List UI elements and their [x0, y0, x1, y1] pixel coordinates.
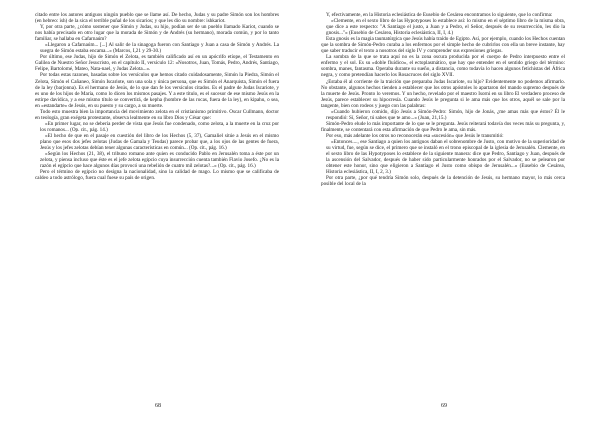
paragraph: Y, efectivamente, en la Historia eclesiástica de Eusebio de Cesárea encontramos lo siguiente, que lo confirma: — [326, 12, 553, 18]
left-page-text — [35, 12, 279, 181]
paragraph: ¿Estaba él al corriente de la traición que preparaba Judas Iscariote, su hijo? Evidentemente no podemos afirmarlo. No obstante, algunos hechos tienden a establecer que los otros apóstoles lo apartaron del mando supremo después de la muerte de Jesús. Pronto lo veremos. Y un hecho, revelado por el maestro Isorni en su libro El verdadero proceso de Jesús, parece establecer su hipocresía. Cuando Jesús le pregunta si le ama más que los otros, aquél se sale por la tangente, bien con rodeos y juego con las palabras: — [321, 78, 565, 109]
paragraph: Simón-Pedro elude lo más importante de lo que se le pregunta. Jesús reiterará todavía dos veces más su pregunta, y, finalmente, se contentará con esta afirmación de que Pedro le ama, sin más. — [321, 120, 565, 133]
block-quote: «El hecho de que en el pasaje en cuestión del libro de los Hechos (5, 37), Gamaliel sitúe a Jesús en el mismo plano que esos dos jefes zelotas (Judas de Gamala y Teudas) parece probar que, a los ojos de las gentes de fuera, Jesús y los jefes zelotas debían tener algunas características en común... (Op. cit., pág. 16.) — [40, 132, 279, 152]
block-quote: «Según los Hechos (21, 38), el tribuno romano ante quien es conducido Pablo en Jerusalén toma a éste por un zelota, y piensa incluso que éste es el jefe zelota egipcio cuya insurrección cuenta también Flavio Josefo. ¿No es la razón el egipcio que hace algunos días provocó una rebelión de cuatro mil zelotas?...» (Op. cit., pág. 16.) — [40, 151, 279, 170]
paragraph: Por todas estas razones, basadas sobre los versículos que hemos citado cuidadosamente, Simón la Piedra, Simón el Zelota, Simón el Cañaneo, Simón Iscariote, son una sola y única persona, que es Simón el Anarquista, Simón el fuera de la ley (barjonna). Es el hermano de Jesús, de lo que dan fe los versículos citados. Es el padre de Judas Iscariote, y es uno de los hijos de María, como lo dicen los mismos pasajes. Y a este título, es el sucesor de ese mismo Jesús en la estirpe davídica, y a ese mismo título se convertirá, de kepha (hombre de las rocas, fuera de la ley), en kipahu, o sea, en «estandarte» de Jesús, en su puesto y su cargo, a su muerte. — [35, 72, 279, 109]
paragraph: Por eso, más adelante los otros no reconocerán esa «sucesión» que Jesús le transmitió: — [326, 132, 504, 139]
paragraph: Esta gnosis es la magia taumatúrgica que Jesús había traído de Egipto. Así, por ejemplo, cuando los Hechos cuentan que la sombra de Simón-Pedro curaba a los enfermos por el simple hecho de cubrirlos con ella un breve instante, hay que saber traducir el texto a nosotros del siglo IV y comprender sus expresiones griegas. — [321, 36, 565, 55]
page-number-right: 69 — [441, 403, 447, 409]
block-quote: «Clemente, en el sexto libro de las Hypotyposes lo establece así: lo mismo en el séptimo libro de la misma obra, que dice a este respecto: "A Santiago el justo, a Juan y a Pedro, el Señor, después de su resurrección, les dio la gnosis..."» (Eusebio de Cesárea, Historia eclesiástica, II, I, 4.) — [326, 18, 565, 37]
paragraph: Y, por otra parte, ¿cómo sostener que Simón y Judas, su hijo, podían ser de un pueblo llamado Kariot, cuando se nos había precisado en otro lugar que la morada de Simón y de Andrés (su hermano), morada común, y por lo tanto familiar, se hallaba en Cafarnaúm? — [35, 24, 279, 43]
block-quote: «Cuando hubieron comido, dijo Jesús a Simón-Pedro: Simón, hijo de Jonás, ¿me amas más que éstos? Él le respondió: Sí, Señor, tú sabes que te amo...» (Juan, 21,15.) — [326, 108, 565, 121]
block-quote: «Llegaron a Cafarnaúm... [...] Al salir de la sinagoga fueron con Santiago y Juan a casa de Simón y Andrés. La suegra de Simón estaba encama...» (Marcos, I,21 y 29-30.) — [40, 42, 279, 55]
right-page-text — [321, 12, 565, 187]
paragraph: Por último, ese Judas, hijo de Simón el Zelota, es también calificado así en un apócrifo etíope, el Testamento en Galilea de Nuestro Señor Jesucristo, en el capítulo II, versículo 12: «Nosotros, Juan, Tomás, Pedro, Andrés, Santiago, Felipe, Bartolomé, Mateo, Nata-nael, y Judas Zelota...». — [35, 54, 279, 73]
paragraph: citado entre los autores antiguos ningún pueblo que se llame así. De hecho, Judas y su padre Simón son los hombres (en hebreo: ish) de la sica el terrible puñal de los sicarios; y que les dio su nombre: ishkariot. — [35, 12, 279, 25]
paragraph: La sombra de la que se trata aquí no es la zona oscura producida por el cuerpo de Pedro interpuesto entre el enfermo y el sol. Es su «doble fluídico», el ectoplasmático, que hay que entender en el sentido griego del término: sombra, manes, fantasma. Operaba durante su sueño, a distancia, como todavía lo hacen algunos fetichistas del África negra, y como pretendían hacerlo los Rosacruces del siglo XVII. — [321, 54, 565, 79]
block-quote: «En primer lugar, no se debería perder de vista que Jesús fue condenado, como zelota, a la muerte en la cruz por los romanos... (Op. cit., pág. 14.) — [40, 120, 279, 133]
paragraph: Todo esto muestra bien la importancia del movimiento zelota en el cristianismo primitivo. Oscar Cullmann, doctor en teología, gran exégeta protestante, observa lealmente en su libro Dios y César que: — [35, 108, 279, 121]
paragraph: Pero el término de egipcio no designa la nacionalidad, sino la calidad de mago. Lo mismo que se calificaba de caldeo a todo astrólogo, fuera cual fuese su país de origen. — [35, 169, 279, 182]
page-number-left: 68 — [155, 403, 161, 409]
paragraph: Por otra parte, ¿por qué tendría Simón solo, después de la detención de Jesús, su hermano mayor, lo más cerca posible del local de la — [321, 175, 565, 188]
block-quote: «Entonces...., ese Santiago a quien los antiguos daban el sobrenombre de Justo, con motivo de la superioridad de su virtud, fue, según se dice, el primero que se instaló en el trono episcopal de la iglesia de Jerusalén. Clemente, en el sexto libro de las Hypotyposes lo establece de la siguiente manera: dice que Pedro, Santiago y Juan, después de la ascensión del Salvador, después de haber sido particularmente honrados por el Salvador, no se pelearon por obtener este honor, sino que eligieron a Santiago el Justo como obispo de Jerusalén...» (Eusebio de Cesárea, Historia eclesiástica, II, I, 2, 3.) — [326, 138, 565, 176]
